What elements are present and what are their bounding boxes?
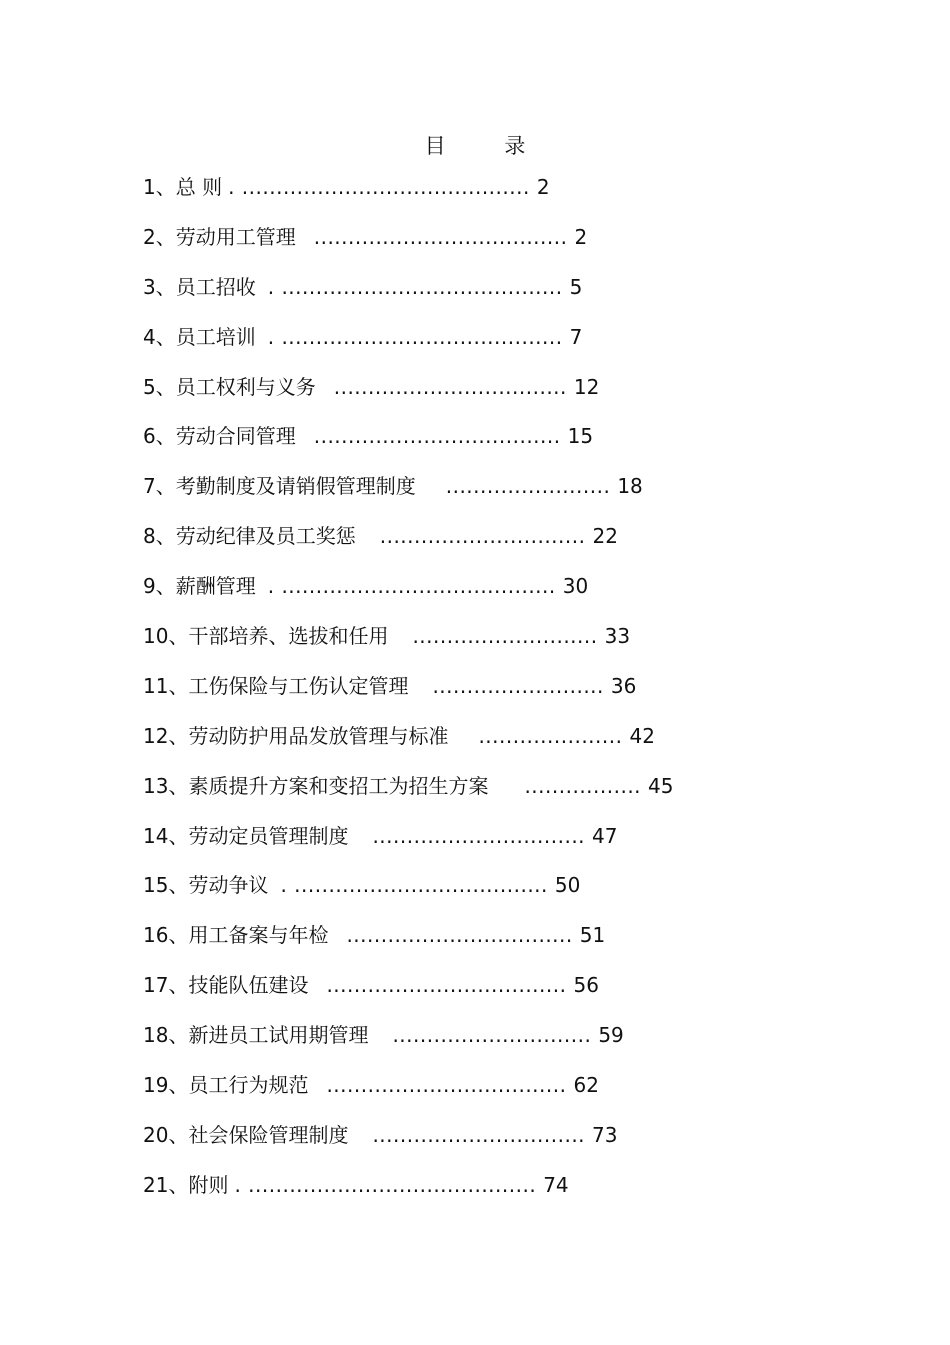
toc-entry-title: 劳动争议 bbox=[188, 873, 269, 898]
toc-entry-title: 社会保险管理制度 bbox=[188, 1122, 349, 1147]
toc-page-number: 50 bbox=[554, 873, 581, 898]
toc-entry bbox=[143, 421, 673, 471]
toc-entry-title: 新进员工试用期管理 bbox=[188, 1023, 369, 1048]
toc-leader-dots: ............................. bbox=[392, 1023, 592, 1048]
toc-page-number: 18 bbox=[617, 474, 643, 499]
toc-leader-dots: . ........................................ bbox=[267, 574, 556, 599]
toc-leader-dots: ................................... bbox=[326, 973, 567, 998]
toc-leader-dots: ..................... bbox=[478, 723, 623, 748]
toc-leader-dots: . ......................................... bbox=[267, 324, 563, 349]
toc-page-number: 2 bbox=[536, 175, 550, 199]
toc-leader-dots: . .......................................... bbox=[228, 175, 530, 199]
toc-page-number: 33 bbox=[604, 624, 631, 649]
toc-entry-number: 2、 bbox=[143, 224, 176, 249]
toc-entry bbox=[143, 970, 673, 1020]
toc-entry bbox=[143, 272, 673, 322]
toc-entry-number: 12、 bbox=[143, 723, 189, 748]
toc-entry bbox=[143, 322, 673, 372]
toc-entry bbox=[143, 621, 673, 671]
toc-entry-number: 7、 bbox=[143, 474, 176, 499]
toc-page-number: 59 bbox=[598, 1023, 624, 1048]
toc-page-number: 74 bbox=[543, 1172, 569, 1197]
toc-entry-number: 1、 bbox=[143, 175, 176, 199]
toc-leader-dots: ................................. bbox=[346, 923, 573, 948]
toc-entry-title: 总 则 bbox=[175, 175, 223, 199]
toc-entry bbox=[143, 521, 673, 571]
toc-entry-number: 20、 bbox=[143, 1122, 189, 1147]
toc-list bbox=[143, 172, 673, 1220]
toc-entry-title: 薪酬管理 bbox=[175, 574, 256, 599]
toc-page-number: 62 bbox=[573, 1073, 599, 1098]
toc-entry-number: 13、 bbox=[143, 773, 189, 798]
toc-entry-title: 员工培训 bbox=[175, 324, 256, 349]
toc-leader-dots: ................. bbox=[524, 773, 642, 798]
toc-leader-dots: .................................... bbox=[313, 424, 561, 449]
toc-entry bbox=[143, 721, 673, 771]
toc-leader-dots: . ......................................... bbox=[267, 274, 563, 299]
toc-entry bbox=[143, 1120, 673, 1170]
toc-leader-dots: ........................... bbox=[412, 624, 598, 649]
toc-entry-title: 附则 bbox=[188, 1172, 229, 1197]
toc-entry bbox=[143, 471, 673, 521]
toc-entry-title: 劳动纪律及员工奖惩 bbox=[175, 524, 356, 549]
toc-entry-number: 15、 bbox=[143, 873, 189, 898]
toc-entry-number: 9、 bbox=[143, 574, 176, 599]
toc-leader-dots: ........................ bbox=[445, 474, 611, 499]
toc-entry-title: 员工行为规范 bbox=[188, 1073, 309, 1098]
toc-entry-number: 8、 bbox=[143, 524, 176, 549]
toc-entry bbox=[143, 1070, 673, 1120]
toc-entry bbox=[143, 771, 673, 821]
toc-entry-title: 考勤制度及请销假管理制度 bbox=[175, 474, 416, 499]
toc-entry-number: 11、 bbox=[143, 673, 189, 698]
toc-entry-number: 18、 bbox=[143, 1023, 189, 1048]
toc-entry-number: 21、 bbox=[143, 1172, 189, 1197]
toc-entry-number: 4、 bbox=[143, 324, 176, 349]
toc-page-number: 42 bbox=[629, 723, 655, 748]
toc-leader-dots: ................................... bbox=[326, 1073, 567, 1098]
toc-leader-dots: .................................. bbox=[333, 374, 567, 399]
toc-page-number: 5 bbox=[569, 274, 583, 299]
toc-page-number: 73 bbox=[592, 1122, 618, 1147]
toc-leader-dots: ......................... bbox=[432, 673, 604, 698]
toc-entry-title: 劳动防护用品发放管理与标准 bbox=[188, 723, 449, 748]
toc-entry bbox=[143, 1170, 673, 1220]
toc-page-number: 51 bbox=[579, 923, 606, 948]
toc-entry-number: 3、 bbox=[143, 274, 176, 299]
toc-entry-title: 员工招收 bbox=[175, 274, 256, 299]
toc-entry bbox=[143, 571, 673, 621]
toc-entry-title: 技能队伍建设 bbox=[188, 973, 309, 998]
toc-leader-dots: ............................... bbox=[372, 823, 586, 848]
toc-title: 目 录 bbox=[424, 134, 552, 158]
toc-page-number: 22 bbox=[592, 524, 618, 549]
toc-entry-number: 10、 bbox=[143, 624, 189, 649]
toc-page-number: 30 bbox=[562, 574, 589, 599]
toc-entry bbox=[143, 821, 673, 871]
toc-entry bbox=[143, 671, 673, 721]
toc-entry-title: 干部培养、选拔和任用 bbox=[188, 624, 389, 649]
toc-entry bbox=[143, 870, 673, 920]
toc-page-number: 7 bbox=[569, 324, 583, 349]
toc-entry-title: 素质提升方案和变招工为招生方案 bbox=[188, 773, 489, 798]
toc-entry-title: 劳动合同管理 bbox=[175, 424, 296, 449]
toc-leader-dots: . .......................................... bbox=[234, 1172, 537, 1197]
toc-leader-dots: ............................... bbox=[372, 1122, 586, 1147]
toc-page-number: 45 bbox=[648, 773, 674, 798]
toc-page-number: 12 bbox=[573, 374, 600, 399]
toc-entry bbox=[143, 222, 673, 272]
toc-entry-title: 工伤保险与工伤认定管理 bbox=[188, 673, 409, 698]
toc-entry-number: 5、 bbox=[143, 374, 176, 399]
toc-page-number: 47 bbox=[592, 823, 618, 848]
toc-entry-number: 6、 bbox=[143, 424, 176, 449]
toc-leader-dots: .............................. bbox=[379, 524, 586, 549]
toc-entry-number: 14、 bbox=[143, 823, 189, 848]
toc-page-number: 2 bbox=[574, 224, 588, 249]
toc-entry bbox=[143, 172, 673, 222]
toc-page-number: 56 bbox=[573, 973, 599, 998]
toc-page-number: 36 bbox=[610, 673, 637, 698]
toc-leader-dots: . ..................................... bbox=[280, 873, 548, 898]
toc-entry-title: 用工备案与年检 bbox=[188, 923, 329, 948]
toc-entry-title: 劳动定员管理制度 bbox=[188, 823, 349, 848]
toc-entry bbox=[143, 920, 673, 970]
toc-entry bbox=[143, 372, 673, 422]
toc-leader-dots: ..................................... bbox=[313, 224, 568, 249]
toc-entry-title: 员工权利与义务 bbox=[175, 374, 316, 399]
toc-page-number: 15 bbox=[567, 424, 594, 449]
toc-entry-title: 劳动用工管理 bbox=[175, 224, 296, 249]
toc-entry-number: 16、 bbox=[143, 923, 189, 948]
toc-entry bbox=[143, 1020, 673, 1070]
toc-entry-number: 17、 bbox=[143, 973, 189, 998]
toc-entry-number: 19、 bbox=[143, 1073, 189, 1098]
